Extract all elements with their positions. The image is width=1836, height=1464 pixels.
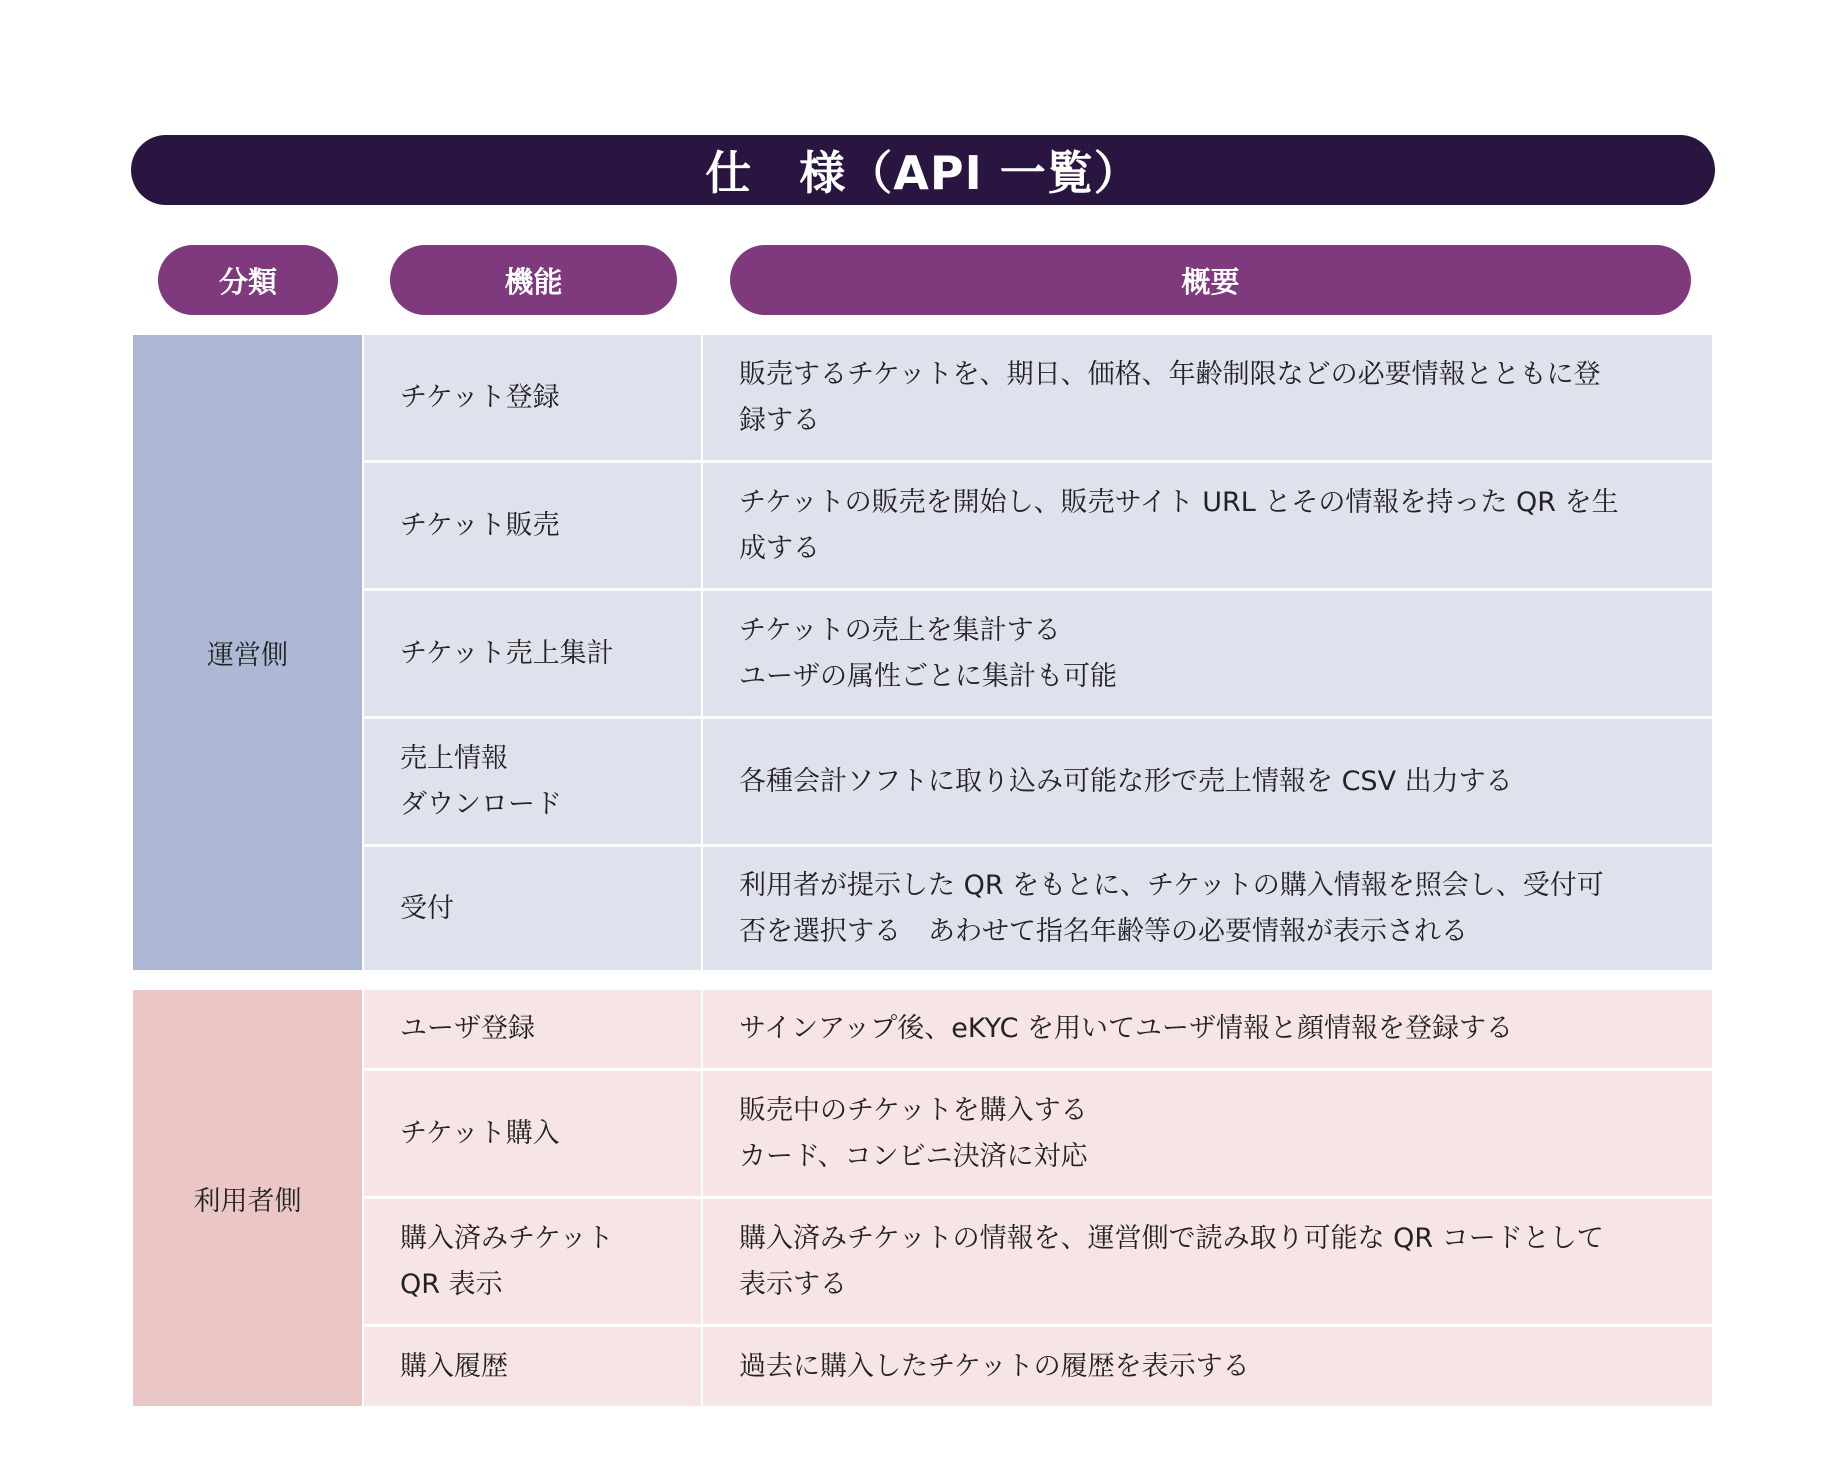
function-text: チケット登録: [400, 381, 560, 413]
function-text: 購入履歴: [400, 1350, 508, 1382]
summary-cell: [703, 719, 1712, 844]
function-cell: [364, 1071, 701, 1196]
function-cell: [364, 463, 701, 588]
category-operator: 運営側: [133, 335, 362, 970]
table-row: [364, 1199, 1712, 1324]
table-row: [364, 1071, 1712, 1196]
summary-text: サインアップ後、eKYC を用いてユーザ情報と顔情報を登録する: [739, 1013, 1514, 1044]
function-text: 受付: [400, 892, 454, 924]
function-cell: [364, 335, 701, 460]
summary-cell: [703, 1327, 1712, 1406]
summary-cell: [703, 463, 1712, 588]
summary-cell: [703, 335, 1712, 460]
table-row: [364, 335, 1712, 460]
table-row: [364, 463, 1712, 588]
table-row: [364, 990, 1712, 1068]
summary-text: チケットの売上を集計する: [739, 614, 1061, 646]
function-text: チケット購入: [400, 1117, 560, 1149]
category-user: 利用者側: [133, 990, 362, 1406]
header-summary: 概要: [730, 245, 1691, 315]
summary-text: 購入済みチケットの情報を、運営側で読み取り可能な QR コードとして: [739, 1222, 1604, 1254]
table-row: [364, 847, 1712, 970]
summary-text: 利用者が提示した QR をもとに、チケットの購入情報を照会し、受付可: [739, 869, 1604, 901]
title-bar: [131, 135, 1715, 205]
function-cell: [364, 847, 701, 970]
function-text: 購入済みチケット: [400, 1222, 614, 1254]
summary-text: チケットの販売を開始し、販売サイト URL とその情報を持った QR を生: [739, 486, 1619, 518]
summary-text: 過去に購入したチケットの履歴を表示する: [739, 1350, 1250, 1382]
function-cell: [364, 1327, 701, 1406]
function-text: QR 表示: [400, 1268, 503, 1300]
summary-cell: [703, 591, 1712, 716]
summary-text: ユーザの属性ごとに集計も可能: [739, 660, 1117, 692]
table-row: [364, 591, 1712, 716]
function-cell: [364, 719, 701, 844]
function-text: ユーザ登録: [400, 1013, 535, 1044]
table-row: [364, 719, 1712, 844]
summary-text: 各種会計ソフトに取り込み可能な形で売上情報を CSV 出力する: [739, 765, 1513, 797]
function-text: ダウンロード: [400, 788, 562, 820]
summary-text: 否を選択する あわせて指名年齢等の必要情報が表示される: [739, 915, 1468, 947]
function-cell: [364, 591, 701, 716]
summary-cell: [703, 1071, 1712, 1196]
summary-cell: [703, 847, 1712, 970]
table-row: [364, 1327, 1712, 1406]
function-text: チケット販売: [400, 509, 560, 541]
summary-text: 販売するチケットを、期日、価格、年齢制限などの必要情報とともに登: [739, 358, 1601, 390]
function-cell: [364, 990, 701, 1068]
summary-text: 表示する: [739, 1268, 847, 1300]
summary-text: 販売中のチケットを購入する: [739, 1094, 1088, 1126]
page-title: 仕 様（API 一覧）: [705, 146, 1141, 200]
function-text: チケット売上集計: [400, 637, 614, 669]
summary-text: カード、コンビニ決済に対応: [739, 1140, 1088, 1172]
function-cell: [364, 1199, 701, 1324]
function-text: 売上情報: [400, 742, 508, 774]
summary-cell: [703, 990, 1712, 1068]
header-function: 機能: [390, 245, 677, 315]
summary-text: 録する: [739, 404, 820, 436]
header-category: 分類: [158, 245, 338, 315]
summary-cell: [703, 1199, 1712, 1324]
summary-text: 成する: [739, 532, 820, 564]
